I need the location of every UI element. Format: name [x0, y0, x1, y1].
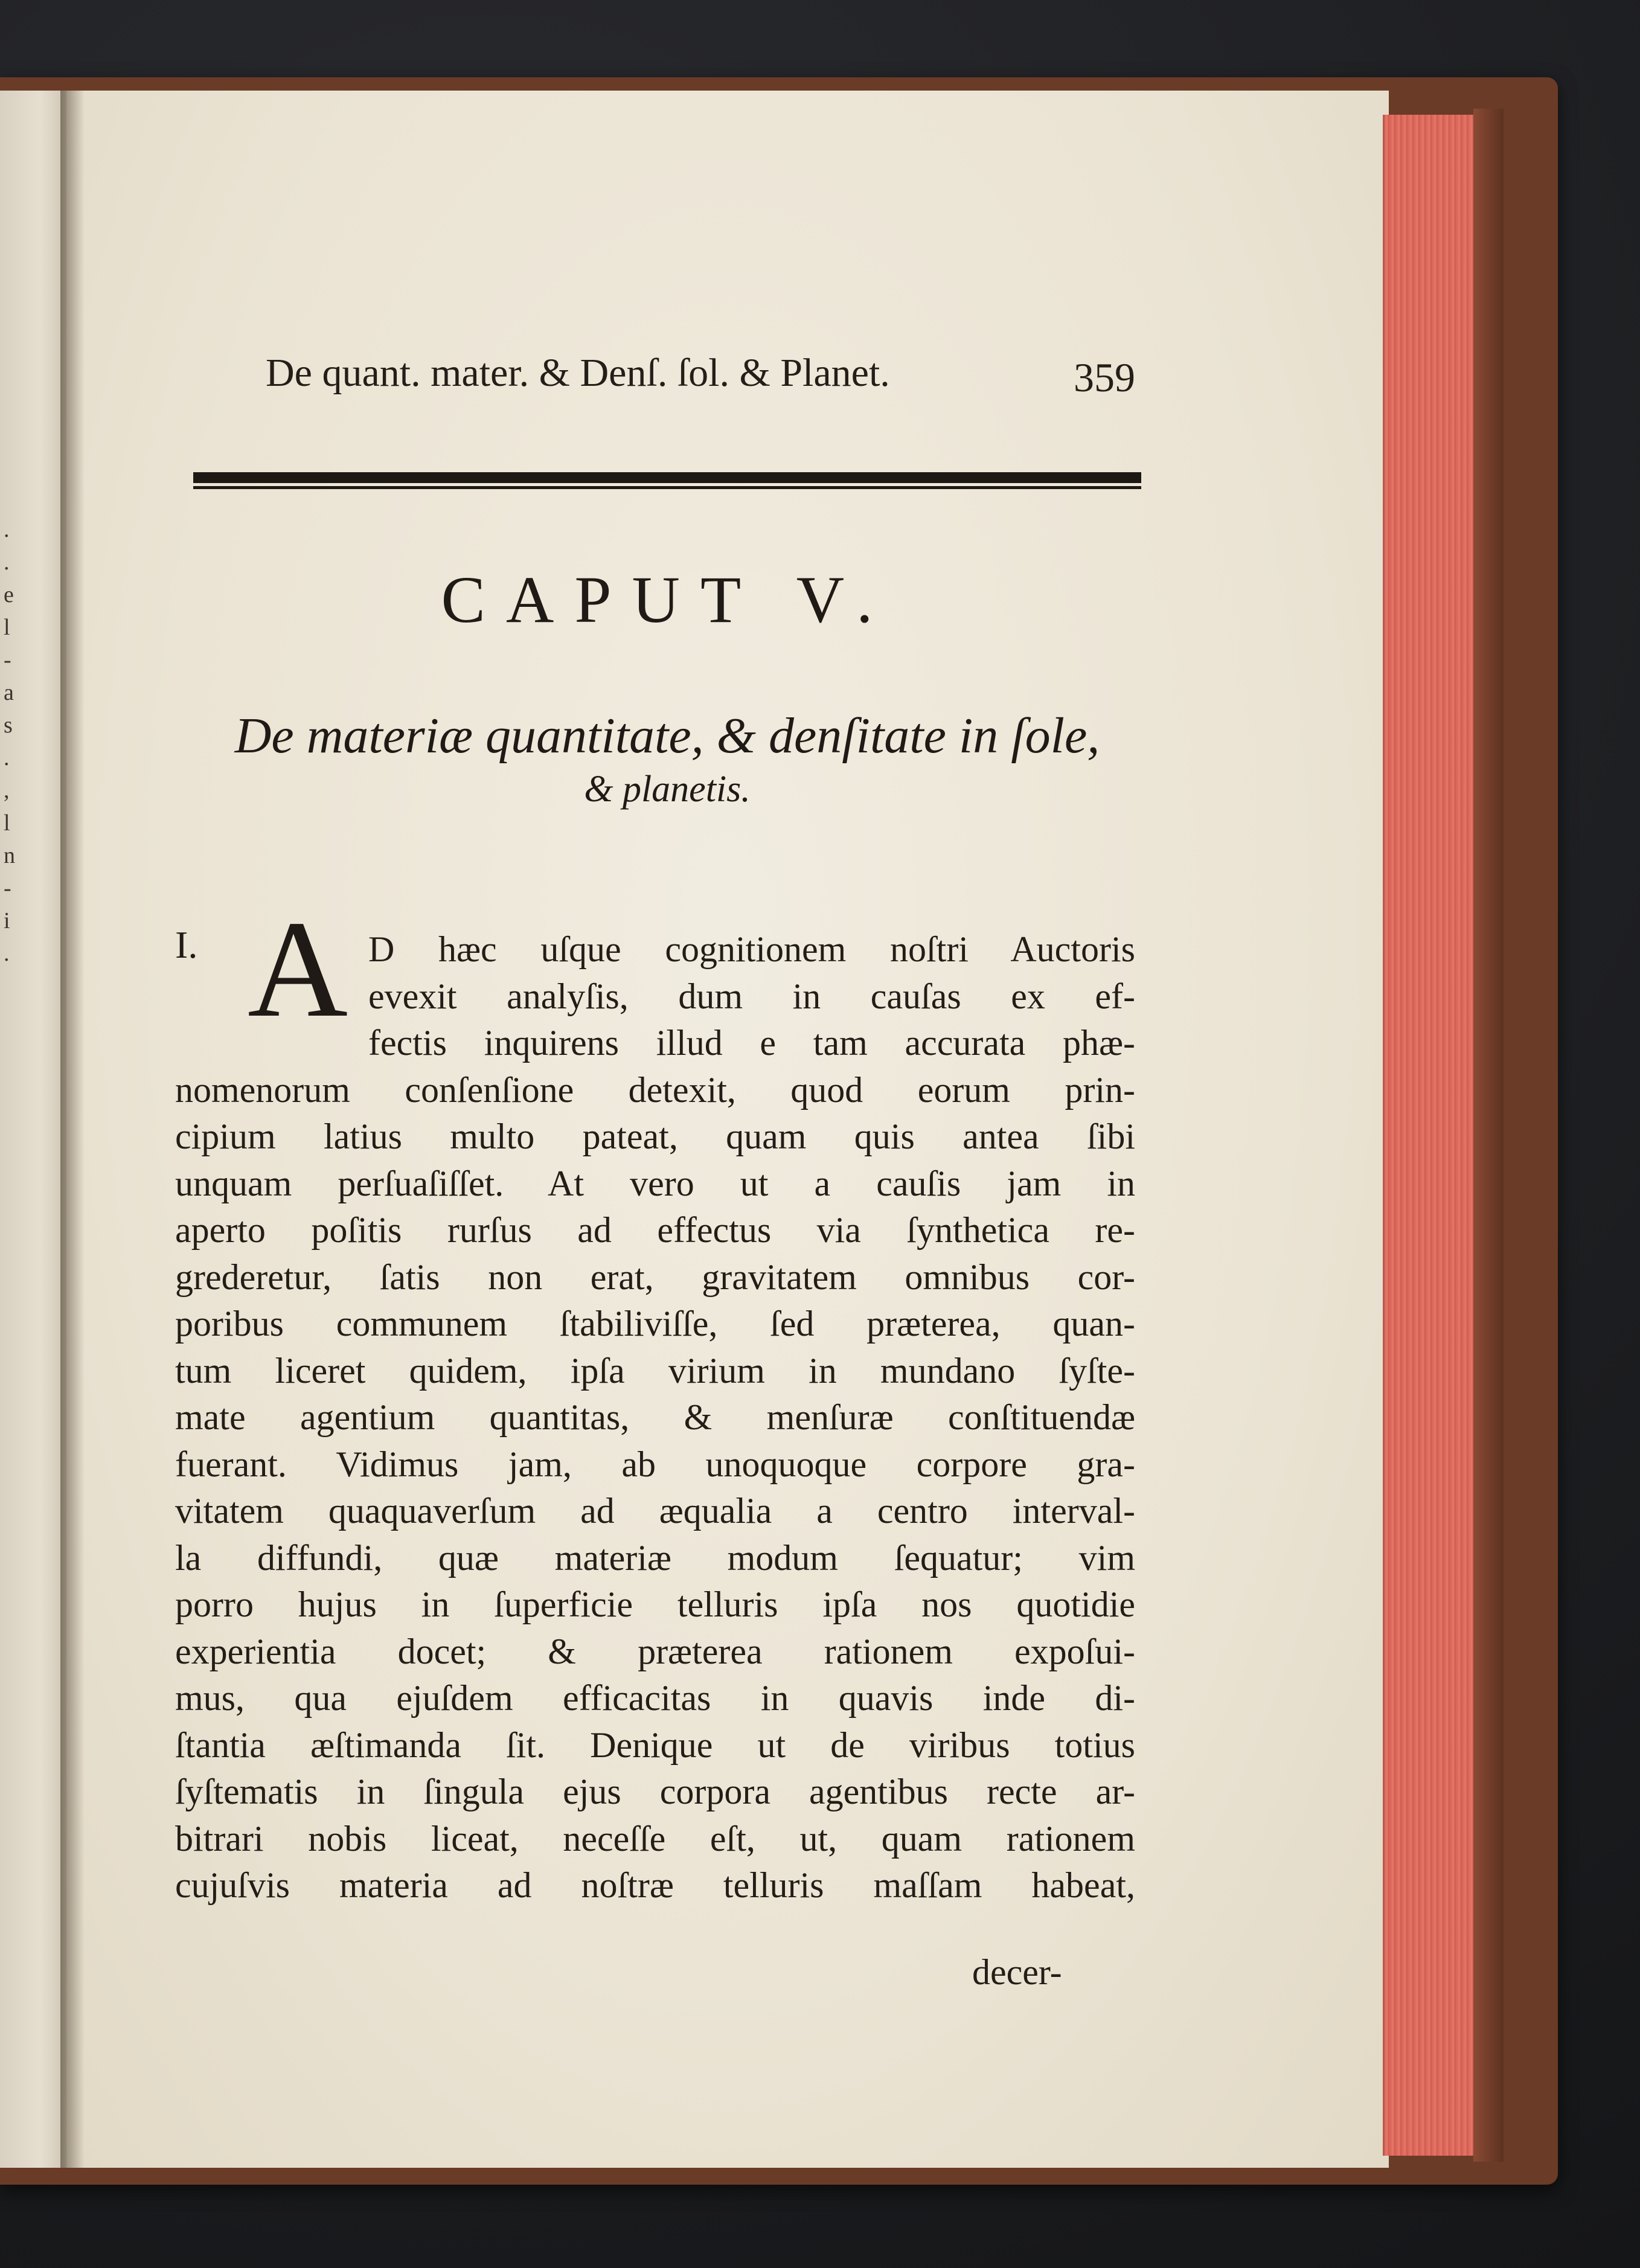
paragraph-line: porro hujus in ſuperficie telluris ipſa nos quotidie [175, 1584, 1135, 1624]
drop-cap: A [248, 892, 348, 1046]
paragraph-line: D hæc uſque cognitionem noſtri Auctoris [368, 929, 1135, 969]
previous-page-mark: s [4, 713, 13, 738]
previous-page-mark: a [4, 680, 14, 705]
paragraph-line: poribus communem ſtabiliviſſe, ſed præterea, quan- [175, 1304, 1135, 1344]
previous-page-edge [0, 91, 66, 2168]
paragraph-line: evexit analyſis, dum in cauſas ex ef- [368, 976, 1135, 1016]
previous-page-mark: l [4, 615, 10, 640]
chapter-heading: CAPUT V. [441, 563, 894, 636]
previous-page-mark: - [4, 647, 11, 673]
running-head-title: De quant. mater. & Denſ. ſol. & Planet. [266, 351, 890, 395]
paragraph-line: cujuſvis materia ad noſtræ telluris maſſam habeat, [175, 1865, 1135, 1905]
catchword: decer- [972, 1952, 1062, 1992]
paragraph-line: vitatem quaquaverſum ad æqualia a centro interval- [175, 1491, 1135, 1531]
paragraph-line: tum liceret quidem, ipſa virium in mundano ſyſte- [175, 1350, 1135, 1391]
paragraph-line: mus, qua ejuſdem efficacitas in quavis inde di- [175, 1678, 1135, 1718]
previous-page-mark: . [4, 517, 10, 542]
paragraph-line: bitrari nobis liceat, neceſſe eſt, ut, quam rationem [175, 1818, 1135, 1859]
previous-page-mark: . [4, 745, 10, 770]
paragraph-line: ſtantia æſtimanda ſit. Denique ut de viribus totius [175, 1725, 1135, 1765]
previous-page-marks [4, 513, 28, 970]
previous-page-mark: l [4, 810, 10, 836]
paragraph-line: unquam perſuaſiſſet. At vero ut a cauſis jam in [175, 1163, 1135, 1203]
previous-page-mark: e [4, 582, 14, 607]
running-head [266, 338, 1135, 405]
red-page-edges [1383, 115, 1475, 2156]
paragraph-line: experientia docet; & præterea rationem expoſui- [175, 1631, 1135, 1671]
chapter-subtitle-line-2: & planetis. [584, 769, 751, 810]
previous-page-mark: . [4, 549, 10, 575]
paragraph-line: ſyſtematis in ſingula ejus corpora agentibus recte ar- [175, 1772, 1135, 1812]
cover-edge [1473, 109, 1504, 2162]
double-rule-divider [193, 472, 1141, 490]
paragraph-line: fectis inquirens illud e tam accurata phæ- [368, 1023, 1135, 1063]
paragraph-line: aperto poſitis rurſus ad effectus via ſynthetica re- [175, 1210, 1135, 1250]
paragraph-line: nomenorum conſenſione detexit, quod eorum prin- [175, 1069, 1135, 1110]
previous-page-mark: - [4, 876, 11, 901]
paragraph-line: la diffundi, quæ materiæ modum ſequatur; vim [175, 1537, 1135, 1578]
previous-page-mark: , [4, 778, 10, 803]
gutter-shadow [60, 91, 85, 2168]
rule-thick [193, 472, 1141, 483]
previous-page-mark: . [4, 941, 10, 966]
paragraph-line: cipium latius multo pateat, quam quis antea ſibi [175, 1116, 1135, 1156]
page-number: 359 [1074, 354, 1135, 400]
paragraph-line: mate agentium quantitas, & menſuræ conſtituendæ [175, 1397, 1135, 1437]
previous-page-mark: i [4, 908, 10, 934]
rule-thin [193, 486, 1141, 489]
paragraph-line: grederetur, ſatis non erat, gravitatem omnibus cor- [175, 1257, 1135, 1297]
chapter-subtitle-line-1: De materiæ quantitate, & denſitate in ſole, [234, 708, 1100, 764]
paragraph-number: I. [175, 923, 198, 966]
paragraph-line: fuerant. Vidimus jam, ab unoquoque corpore gra- [175, 1444, 1135, 1484]
previous-page-mark: n [4, 843, 15, 868]
